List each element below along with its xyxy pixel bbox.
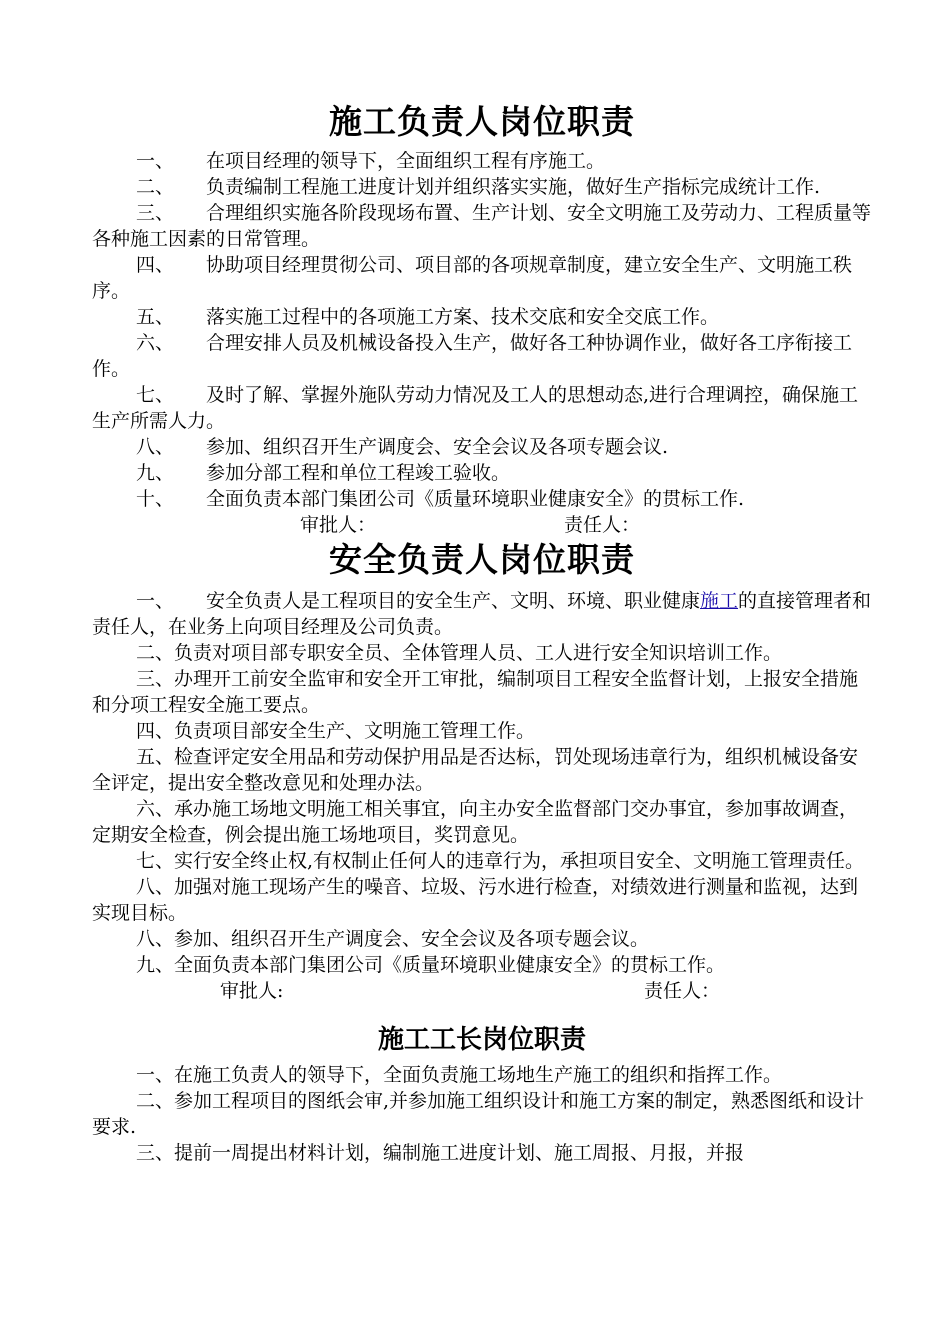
responsible-label: 责任人： <box>644 980 721 1002</box>
section-safety-lead-items <box>92 588 872 978</box>
item-text: 落实施工过程中的各项施工方案、技术交底和安全交底工作。 <box>206 306 720 328</box>
signature-line <box>92 978 872 1004</box>
approver-label: 审批人： <box>300 514 377 536</box>
item-number: 一、 <box>136 590 175 612</box>
list-item <box>92 434 872 460</box>
item-number: 二、 <box>136 176 175 198</box>
item-text: 合理组织实施各阶段现场布置、生产计划、安全文明施工及劳动力、工程质量等各种施工因素的日常管理。 <box>92 202 872 250</box>
section-title-safety-lead: 安全负责人岗位职责 <box>329 540 635 579</box>
list-item: 三、办理开工前安全监审和安全开工审批，编制项目工程安全监督计划，上报安全措施和分项工程安全施工要点。 <box>92 668 859 716</box>
list-item <box>92 252 872 304</box>
item-text: 协助项目经理贯彻公司、项目部的各项规章制度，建立安全生产、文明施工秩序。 <box>92 254 853 302</box>
item-number: 一、 <box>136 150 175 172</box>
construction-link[interactable]: 施工 <box>700 590 739 612</box>
list-item <box>92 174 872 200</box>
approver-label: 审批人: <box>220 980 284 1002</box>
item-number: 六、 <box>136 332 175 354</box>
item-text: 的直接管理者和责任人，在业务上向项目经理及公司负责。 <box>92 590 872 638</box>
list-item: 一、在施工负责人的领导下，全面负责施工场地生产施工的组织和指挥工作。 <box>136 1064 783 1086</box>
list-item: 九、全面负责本部门集团公司《质量环境职业健康安全》的贯标工作。 <box>136 954 726 976</box>
section-title-foreman: 施工工长岗位职责 <box>377 1025 586 1055</box>
list-item <box>92 200 872 252</box>
item-number: 十、 <box>136 488 175 510</box>
list-item <box>92 148 872 174</box>
list-item: 六、承办施工场地文明施工相关事宜，向主办安全监督部门交办事宜，参加事故调查，定期安全检查，例会提出施工场地项目，奖罚意见。 <box>92 798 859 846</box>
list-item: 二、参加工程项目的图纸会审,并参加施工组织设计和施工方案的制定，熟悉图纸和设计要求. <box>92 1090 865 1138</box>
item-number: 五、 <box>136 306 175 328</box>
document-page <box>92 100 872 1166</box>
item-number: 九、 <box>136 462 175 484</box>
responsible-label: 责任人： <box>564 514 641 536</box>
item-text: 参加、组织召开生产调度会、安全会议及各项专题会议. <box>206 436 669 458</box>
list-item <box>92 486 872 512</box>
section-construction-lead-items <box>92 148 872 512</box>
item-number: 四、 <box>136 254 175 276</box>
list-item: 五、检查评定安全用品和劳动保护用品是否达标，罚处现场违章行为，组织机械设备安全评定，提出安全整改意见和处理办法。 <box>92 746 859 794</box>
list-item <box>92 330 872 382</box>
list-item: 八、加强对施工现场产生的噪音、垃圾、污水进行检查，对绩效进行测量和监视，达到实现目标。 <box>92 876 859 924</box>
list-item: 七、实行安全终止权,有权制止任何人的违章行为，承担项目安全、文明施工管理责任。 <box>136 850 865 872</box>
item-text: 安全负责人是工程项目的安全生产、文明、环境、职业健康 <box>206 590 701 612</box>
list-item <box>92 304 872 330</box>
list-item <box>92 382 872 434</box>
item-text: 合理安排人员及机械设备投入生产，做好各工种协调作业，做好各工序衔接工作。 <box>92 332 853 380</box>
list-item: 二、负责对项目部专职安全员、全体管理人员、工人进行安全知识培训工作。 <box>136 642 783 664</box>
item-number: 七、 <box>136 384 175 406</box>
item-text: 全面负责本部门集团公司《质量环境职业健康安全》的贯标工作. <box>206 488 745 510</box>
item-text: 参加分部工程和单位工程竣工验收。 <box>206 462 511 484</box>
item-text: 及时了解、掌握外施队劳动力情况及工人的思想动态,进行合理调控，确保施工生产所需人力。 <box>92 384 859 432</box>
item-text: 负责编制工程施工进度计划并组织落实实施，做好生产指标完成统计工作. <box>206 176 821 198</box>
list-item: 八、参加、组织召开生产调度会、安全会议及各项专题会议。 <box>136 928 650 950</box>
section-title-construction-lead: 施工负责人岗位职责 <box>329 102 635 141</box>
item-text: 在项目经理的领导下，全面组织工程有序施工。 <box>206 150 606 172</box>
signature-line <box>92 512 872 538</box>
list-item: 四、负责项目部安全生产、文明施工管理工作。 <box>136 720 536 742</box>
list-item <box>92 460 872 486</box>
item-number: 三、 <box>136 202 175 224</box>
list-item <box>92 588 872 640</box>
item-number: 八、 <box>136 436 175 458</box>
list-item: 三、提前一周提出材料计划，编制施工进度计划、施工周报、月报，并报 <box>136 1142 745 1164</box>
section-foreman-items <box>92 1062 872 1166</box>
